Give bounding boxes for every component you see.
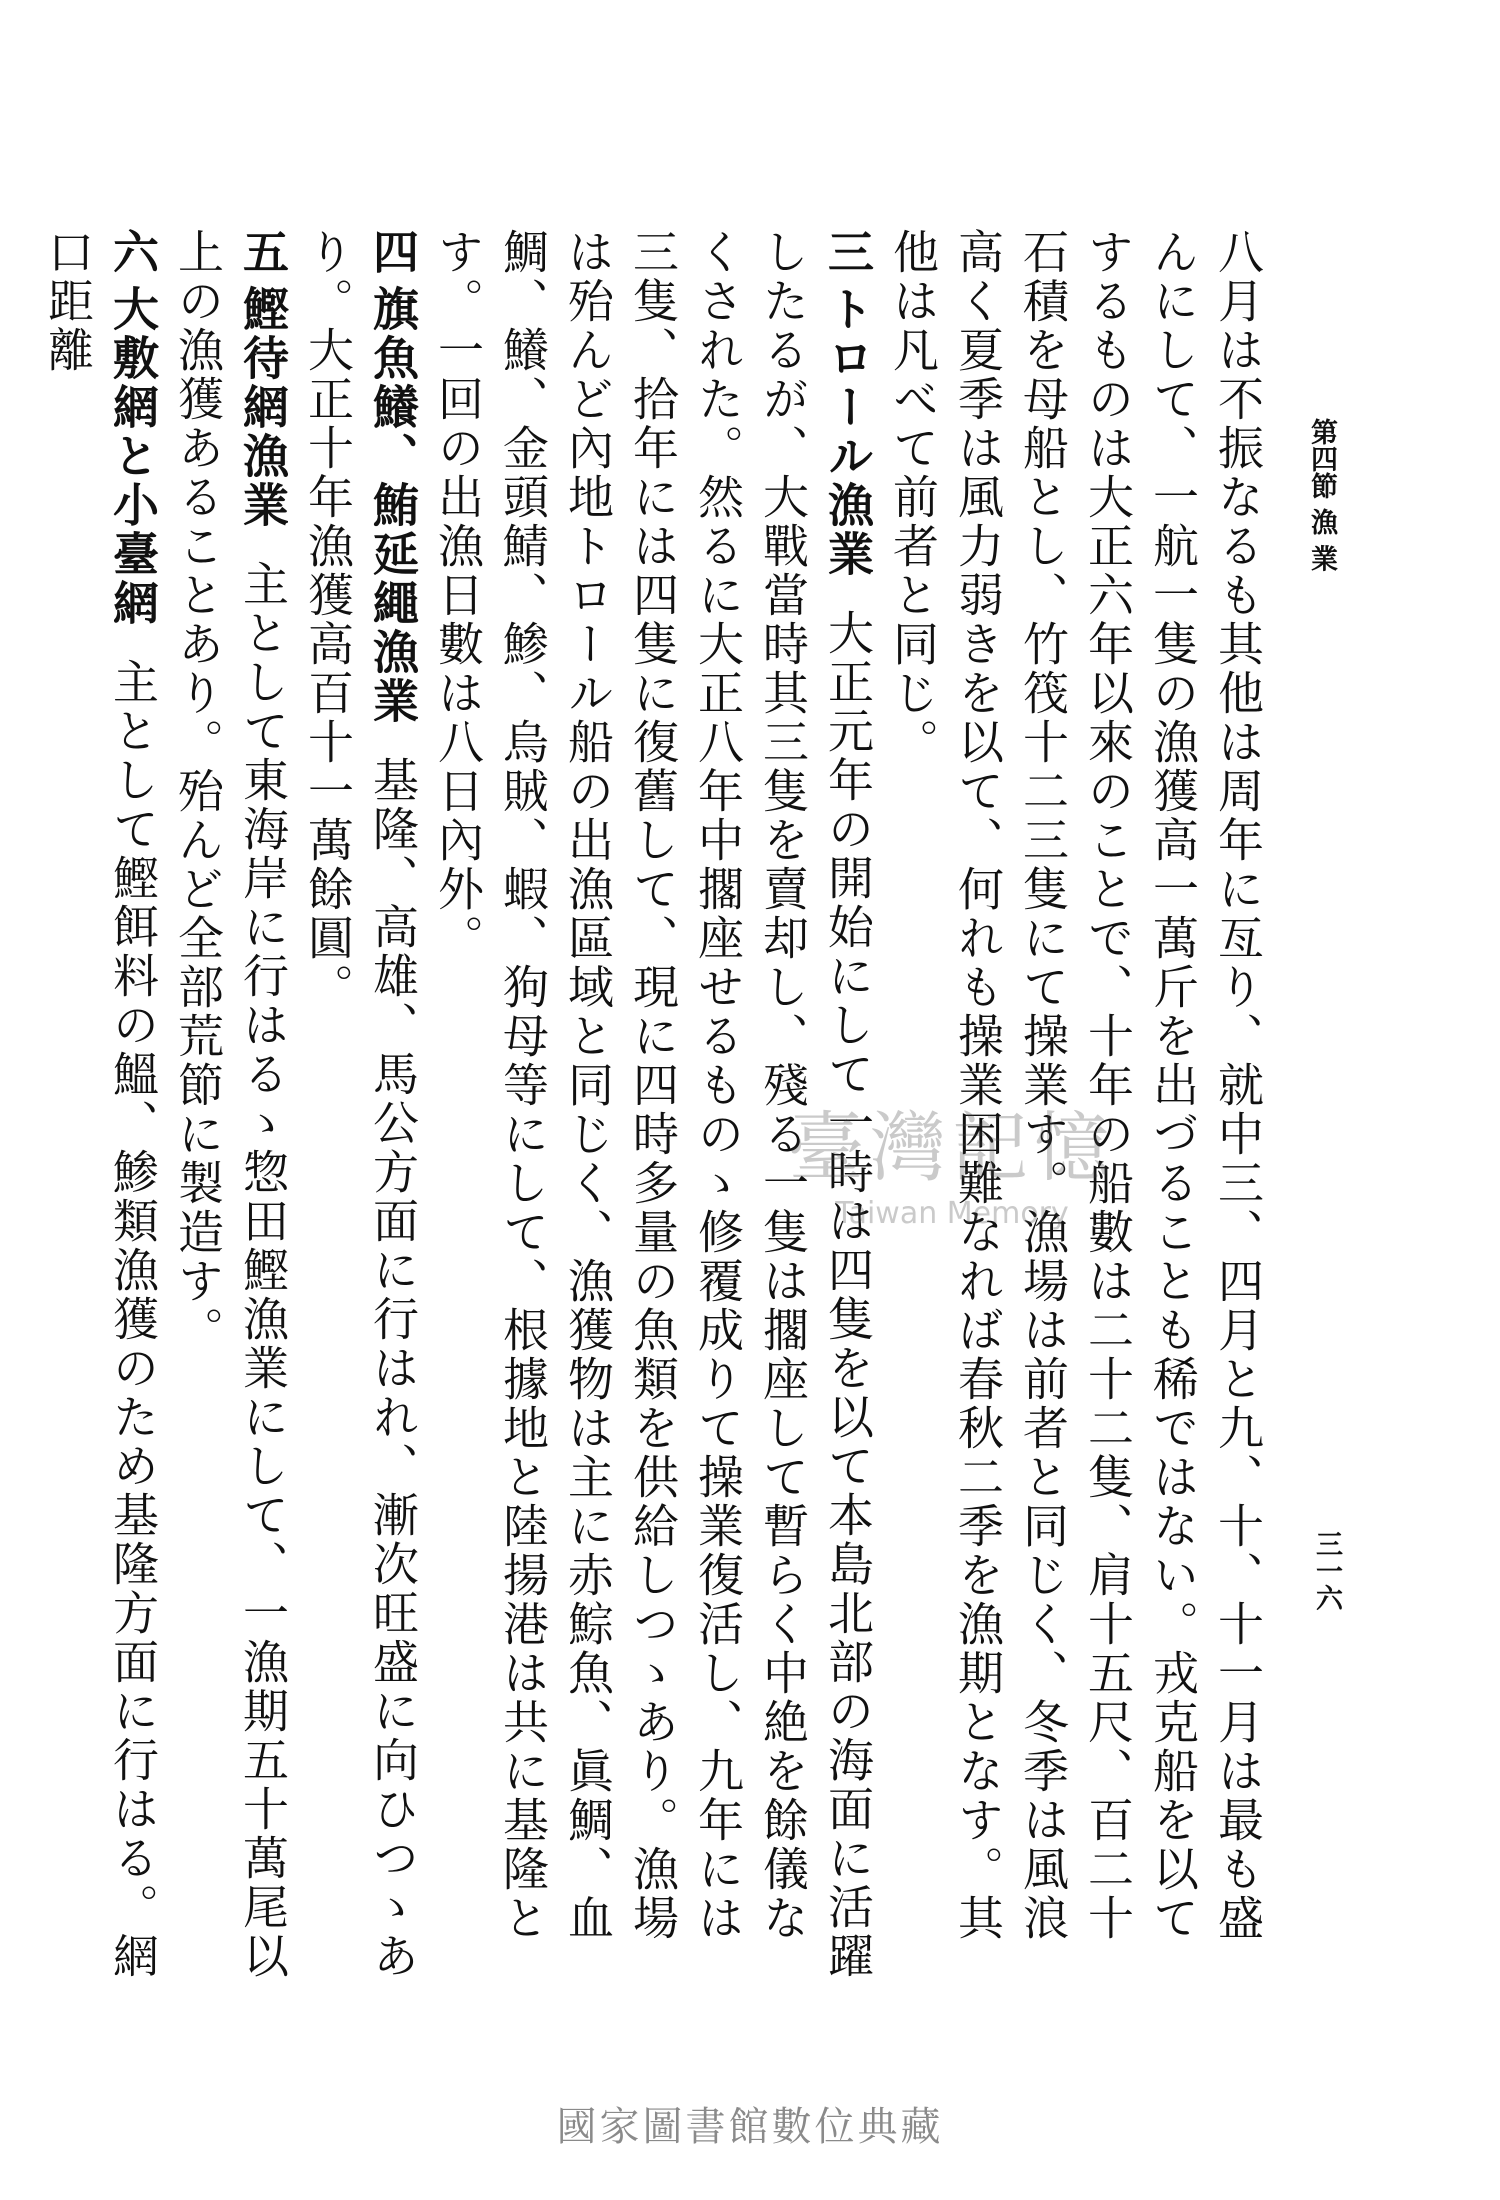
section-text: 大正元年の開始にして一時は四隻を以て本島北部の海面に活躍したるが、大戰當時其三隻を賣却し、殘る一隻は擱座して暫らく中絶を餘儀なくされた。然るに大正八年中擱座せるものゝ修覆成りて操業復活し、九年には三隻、拾年には四隻に復舊して、現に四時多量の魚類を供給しつゝあり。漁場は殆んど內地トロール船の出漁區域と同じく、漁獲物は主に赤鯮魚、眞鯛、血鯛、鱶、金頭鯖、鯵、烏賊、蝦、狗母等にして、根據地と陸揚港は共に基隆とす。一回の出漁日數は八日內外。 [431,228,875,1981]
section-title: トロール漁業 [821,285,875,579]
section-number: 三 [821,228,875,277]
body-text [41,228,1270,1988]
section-text: 基隆、高雄、馬公方面に行はれ、漸次旺盛に向ひつゝあり。大正十年漁獲高百十一萬餘圓。 [301,228,420,1981]
section-bonito-net-fishery [165,228,295,1988]
paragraph-continued: 八月は不振なるも其他は周年に亙り、就中三、四月と九、十、十一月は最も盛んにして、一航一隻の漁獲高一萬斤を出づることも稀ではない。戎克船を以てするものは大正六年以來のことで、十年の船數は二十二隻、肩十五尺、百二十石積を母船とし、竹筏十二三隻にて操業す。漁場は前者と同じく、冬季は風浪高く夏季は風力弱きを以て、何れも操業困難なれば春秋二季を漁期となす。其他は凡べて前者と同じ。 [886,228,1265,1943]
section-number: 四 [366,228,420,277]
section-title: 旗魚鱶、鮪延繩漁業 [366,285,420,726]
section-number: 五 [236,228,290,277]
section-text: 主として東海岸に行はるゝ惣田鰹漁業にして、一漁期五十萬尾以上の漁獲あることあり。殆んど全部荒節に製造す。 [171,228,290,1981]
watermark-logo-text: 臺灣記憶 [788,1103,1116,1192]
section-longline-fishery [295,228,425,1988]
watermark-caption: Taiwan Memory [835,1196,1069,1231]
page-number: 三一六 [1311,1530,1342,1611]
footer-credit: 國家圖書館數位典藏 [556,2104,944,2150]
section-trawl-fishery [425,228,880,1988]
section-title: 大敷網と小臺網 [106,285,160,628]
section-header-title: 第四節 漁 業 [1306,418,1337,572]
section-text: 主として鰹餌料の鰮、鯵類漁獲のため基隆方面に行はる。網口距離 [41,228,160,1981]
section-number: 六 [106,228,160,277]
section-title: 鰹待網漁業 [236,285,290,530]
section-set-net-fishery [35,228,165,1988]
